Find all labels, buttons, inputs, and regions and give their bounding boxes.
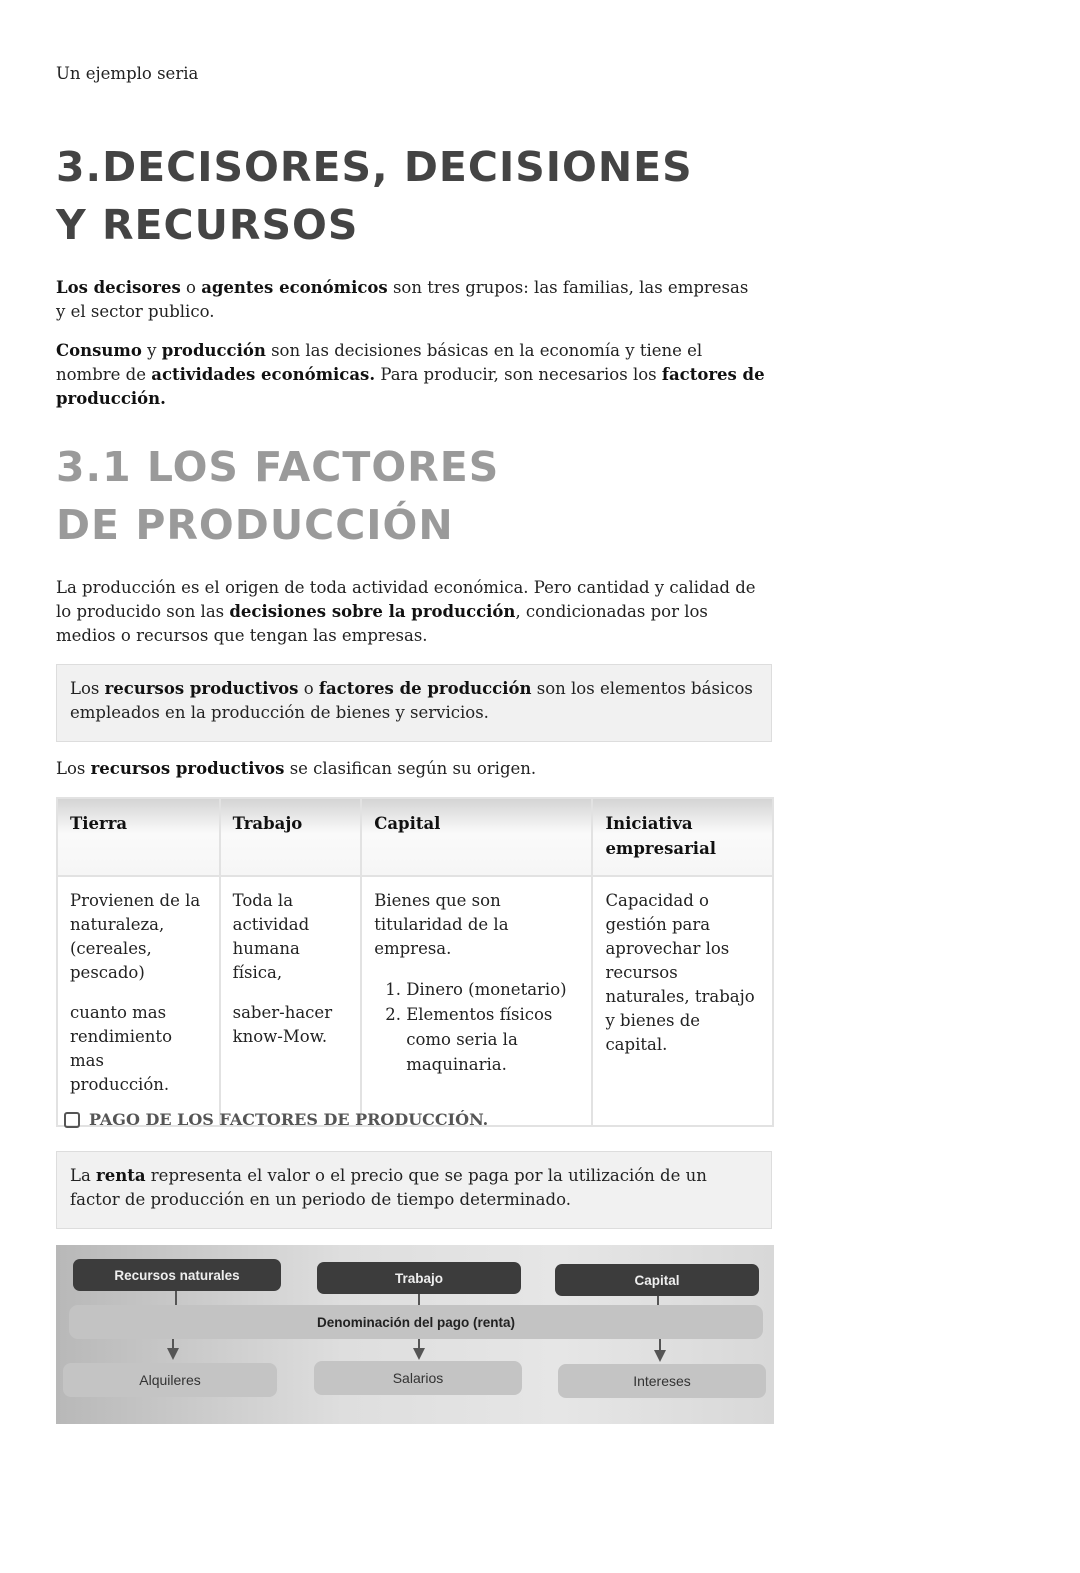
paragraph-produccion: La producción es el origen de toda actividad económica. Pero cantidad y calidad de lo producido son las decisiones sobre la producción, condicionadas por los medios o recursos que tengan las empresas. xyxy=(56,578,756,645)
cell-tierra: Provienen de la naturaleza, (cereales, pescado) cuanto mas rendimiento mas producción. xyxy=(57,876,220,1126)
factor-recursos-naturales: Recursos naturales xyxy=(73,1259,281,1291)
factores-table xyxy=(56,797,774,1127)
checkbox[interactable] xyxy=(64,1112,80,1128)
denominacion-bar: Denominación del pago (renta) xyxy=(69,1305,763,1339)
paragraph-consumo: Consumo y producción son las decisiones básicas en la economía y tiene el nombre de actividades económicas. Para producir, son necesarios los factores de producción. xyxy=(56,341,765,408)
payment-alquileres: Alquileres xyxy=(63,1363,277,1397)
paragraph-decisores: Los decisores o agentes económicos son tres grupos: las familias, las empresas y el sector publico. xyxy=(56,278,749,321)
cell-trabajo: Toda la actividad humana física, saber-hacer know-Mow. xyxy=(220,876,362,1126)
header-trabajo: Trabajo xyxy=(220,798,362,876)
table-row xyxy=(57,876,773,1126)
todo-label: PAGO DE LOS FACTORES DE PRODUCCIÓN. xyxy=(89,1110,489,1129)
payment-intereses: Intereses xyxy=(558,1364,766,1398)
header-capital: Capital xyxy=(361,798,592,876)
intro-text: Un ejemplo seria xyxy=(56,64,199,83)
table-header-row xyxy=(57,798,773,876)
renta-box: La renta representa el valor o el precio que se paga por la utilización de un factor de producción en un periodo de tiempo determinado. xyxy=(56,1151,772,1229)
heading-decisores: 3.DECISORES, DECISIONES Y RECURSOS xyxy=(56,143,693,249)
heading-factores: 3.1 LOS FACTORES DE PRODUCCIÓN xyxy=(56,443,500,549)
factor-trabajo: Trabajo xyxy=(317,1262,521,1294)
definition-box: Los recursos productivos o factores de producción son los elementos básicos empleados en la producción de bienes y servicios. xyxy=(56,664,772,742)
payment-salarios: Salarios xyxy=(314,1361,522,1395)
cell-iniciativa: Capacidad o gestión para aprovechar los recursos naturales, trabajo y bienes de capital. xyxy=(592,876,773,1126)
header-iniciativa: Iniciativa empresarial xyxy=(592,798,773,876)
renta-diagram xyxy=(56,1245,774,1424)
paragraph-clasificacion: Los recursos productivos se clasifican según su origen. xyxy=(56,759,537,778)
cell-capital: Bienes que son titularidad de la empresa. 1. Dinero (monetario) 2. Elementos físicos como seria la maquinaria. xyxy=(361,876,592,1126)
factor-capital: Capital xyxy=(555,1264,759,1296)
header-tierra: Tierra xyxy=(57,798,220,876)
todo-item xyxy=(64,1110,488,1129)
